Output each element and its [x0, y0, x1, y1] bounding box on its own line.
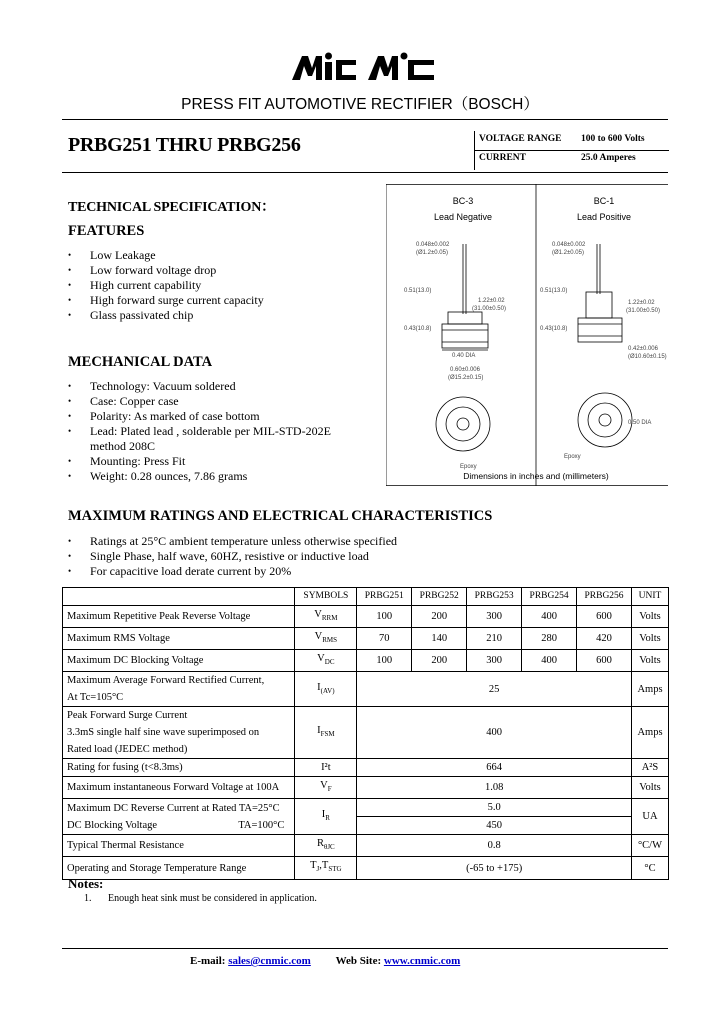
spec-value: 100 to 600 Volts [581, 134, 645, 144]
list-item: • Glass passivated chip [68, 308, 264, 323]
value-cell: 0.8 [357, 835, 632, 857]
list-item: • High current capability [68, 278, 264, 293]
symbol-cell [295, 606, 357, 628]
ratings-heading: MAXIMUM RATINGS AND ELECTRICAL CHARACTERISTICS [68, 508, 493, 524]
table-header-cell: UNIT [632, 588, 669, 606]
ratings-notes [68, 534, 397, 579]
param-cell [63, 799, 295, 835]
title-rule [62, 119, 668, 120]
dim-label: 0.43(10.8) [404, 326, 432, 332]
param-cell: Operating and Storage Temperature Range [63, 857, 295, 879]
table-row [63, 857, 669, 879]
param-line: 3.3mS single half sine wave superimposed on [67, 727, 260, 739]
dim-label: 0.40 DIA [452, 353, 476, 359]
param-cell: Maximum instantaneous Forward Voltage at 100A [63, 777, 295, 799]
table-row [63, 835, 669, 857]
bc3-subtitle: Lead Negative [433, 212, 493, 222]
note-item [84, 893, 317, 904]
param-cell: Maximum RMS Voltage [63, 628, 295, 650]
symbol: V [320, 780, 328, 792]
header-rule [62, 172, 668, 173]
features-heading: FEATURES [68, 223, 145, 239]
symbol-sub: STG [328, 865, 342, 874]
epoxy-label: Epoxy [460, 464, 477, 470]
footer-rule [62, 948, 668, 949]
list-item: • Ratings at 25°C ambient temperature unless otherwise specified [68, 534, 397, 549]
unit-cell: A²S [632, 759, 669, 777]
value-cell: 300 [467, 606, 522, 628]
unit-cell: UA [632, 799, 669, 835]
value-cell: 280 [522, 628, 577, 650]
bc1-side-view [578, 244, 622, 342]
symbol-sub: DC [324, 658, 335, 667]
value-cell: 664 [357, 759, 632, 777]
param-line: Maximum Average Forward Rectified Current, [67, 675, 265, 687]
param-line: Maximum DC Reverse Current at Rated TA=25°C [67, 802, 280, 814]
symbol: V [314, 631, 323, 643]
unit-cell: Volts [632, 606, 669, 628]
param-cell [63, 672, 295, 707]
value-cell: 450 [357, 817, 632, 835]
value-cell: 300 [467, 650, 522, 672]
features-list [68, 248, 264, 323]
package-outline-diagram [386, 184, 668, 486]
value-cell: 400 [522, 650, 577, 672]
value-cell: 400 [357, 707, 632, 759]
unit-cell: Amps [632, 672, 669, 707]
ratings-table [62, 587, 669, 880]
dim-label: (31.00±0.50) [472, 306, 506, 312]
param-text: DC Blocking Voltage [67, 819, 158, 831]
unit-cell: °C [632, 857, 669, 879]
table-row [63, 707, 669, 759]
list-item: • Lead: Plated lead , solderable per MIL-STD-202E [68, 424, 331, 439]
symbol: R [316, 838, 324, 850]
dim-label: 0.60±0.006 [450, 367, 480, 373]
value-cell: 140 [412, 628, 467, 650]
symbol-sub: FSM [320, 730, 335, 739]
param-cell: Typical Thermal Resistance [63, 835, 295, 857]
list-item: • Low Leakage [68, 248, 264, 263]
table-row [63, 672, 669, 707]
dim-label: (Ø10.60±0.15) [628, 354, 667, 360]
param-line: Peak Forward Surge Current [67, 710, 188, 722]
unit-cell: °C/W [632, 835, 669, 857]
website-link[interactable]: www.cnmic.com [383, 955, 461, 967]
symbol-cell [295, 707, 357, 759]
mechanical-list [68, 379, 331, 484]
bc1-title: BC-1 [593, 196, 615, 206]
symbol-sub: R [325, 814, 330, 823]
table-header-cell: PRBG253 [467, 588, 522, 606]
param-line: Rated load (JEDEC method) [67, 744, 188, 756]
table-header-cell: PRBG256 [577, 588, 632, 606]
symbol-sub: (AV) [320, 686, 335, 695]
symbol-sub: J [316, 865, 320, 874]
list-item: • Single Phase, half wave, 60HZ, resistive or inductive load [68, 549, 397, 564]
list-item: • For capacitive load derate current by 20% [68, 564, 397, 579]
document-title: PRESS FIT AUTOMOTIVE RECTIFIER（BOSCH） [181, 96, 539, 113]
symbol-cell [295, 857, 357, 879]
list-item: • Case: Copper case [68, 394, 331, 409]
table-header-cell: PRBG251 [357, 588, 412, 606]
email-link[interactable]: sales@cnmic.com [228, 955, 311, 967]
value-cell: 1.08 [357, 777, 632, 799]
list-item: • Mounting: Press Fit [68, 454, 331, 469]
email-label: E-mail: [190, 955, 226, 967]
unit-cell: Volts [632, 777, 669, 799]
footer [190, 955, 460, 967]
table-row [63, 777, 669, 799]
table-row [63, 759, 669, 777]
value-cell: 210 [467, 628, 522, 650]
symbol-cell [295, 628, 357, 650]
param-cell: Rating for fusing (t<8.3ms) [63, 759, 295, 777]
dim-label: 0.048±0.002 [416, 242, 450, 248]
dim-label: 0.51(13.0) [404, 288, 432, 294]
symbol-cell [295, 650, 357, 672]
dim-label: 0.51(13.0) [540, 288, 568, 294]
spec-label: CURRENT [479, 153, 526, 163]
bc1-subtitle: Lead Positive [576, 212, 632, 222]
dim-label: 0.43(10.8) [540, 326, 568, 332]
dim-label: 0.42±0.006 [628, 346, 658, 352]
value-cell: 100 [357, 650, 412, 672]
value-cell: 400 [522, 606, 577, 628]
table-row [63, 650, 669, 672]
value-cell: 200 [412, 606, 467, 628]
unit-cell: Amps [632, 707, 669, 759]
list-item: • Polarity: As marked of case bottom [68, 409, 331, 424]
symbol: T [310, 860, 317, 872]
list-item: • High forward surge current capacity [68, 293, 264, 308]
tech-spec-heading: TECHNICAL SPECIFICATION： [68, 200, 275, 215]
symbol-sub: θJC [323, 843, 335, 852]
spec-label: VOLTAGE RANGE [479, 134, 562, 144]
table-header-cell [63, 588, 295, 606]
table-header-cell: SYMBOLS [295, 588, 357, 606]
symbol: V [317, 653, 325, 665]
dim-label: (Ø1.2±0.05) [552, 250, 584, 256]
company-logo [290, 50, 440, 84]
value-cell: 600 [577, 650, 632, 672]
unit-cell: Volts [632, 650, 669, 672]
symbol-sub: RMS [322, 636, 338, 645]
symbol-cell [295, 799, 357, 835]
symbol: I [317, 725, 321, 737]
param-line: At Tc=105°C [67, 692, 124, 704]
list-item: • Weight: 0.28 ounces, 7.86 grams [68, 469, 331, 484]
param-cell: Maximum DC Blocking Voltage [63, 650, 295, 672]
list-item: method 208C [90, 439, 155, 453]
value-cell: 420 [577, 628, 632, 650]
symbol-cell [295, 777, 357, 799]
symbol-cell [295, 835, 357, 857]
dim-label: 1.22±0.02 [628, 300, 655, 306]
value-cell: 600 [577, 606, 632, 628]
note-text: Enough heat sink must be considered in application. [108, 893, 317, 904]
spec-box [474, 131, 669, 170]
param-cell [63, 707, 295, 759]
table-row [63, 628, 669, 650]
param-text: TA=100°C [238, 819, 285, 831]
symbol: I [317, 681, 321, 693]
table-row [63, 799, 669, 817]
param-line [67, 817, 290, 834]
dim-label: (31.00±0.50) [626, 308, 660, 314]
list-item: • Technology: Vacuum soldered [68, 379, 331, 394]
value-cell: 70 [357, 628, 412, 650]
value-cell: (-65 to +175) [357, 857, 632, 879]
bc3-title: BC-3 [452, 196, 474, 206]
symbol: V [314, 609, 322, 620]
dim-label: 0.048±0.002 [552, 242, 586, 248]
table-header-row [63, 588, 669, 606]
spec-voltage [475, 131, 669, 151]
bc1-bottom-view [578, 393, 632, 447]
dim-label: (Ø1.2±0.05) [416, 250, 448, 256]
dim-label: 1.22±0.02 [478, 298, 505, 304]
epoxy-label: Epoxy [564, 454, 581, 460]
symbol: I [321, 809, 326, 821]
spec-current [475, 150, 669, 169]
bc3-bottom-view [436, 397, 490, 451]
dim-label: 0.50 DIA [628, 420, 652, 426]
value-cell: 25 [357, 672, 632, 707]
value-cell: 5.0 [357, 799, 632, 817]
table-header-cell: PRBG252 [412, 588, 467, 606]
symbol-cell [295, 672, 357, 707]
value-cell: 100 [357, 606, 412, 628]
mechanical-heading: MECHANICAL DATA [68, 354, 213, 370]
symbol-cell: I²t [295, 759, 357, 777]
spec-value: 25.0 Amperes [581, 153, 636, 163]
diagram-caption: Dimensions in inches and (millimeters) [463, 471, 609, 481]
list-item: • Low forward voltage drop [68, 263, 264, 278]
dim-label: (Ø15.2±0.15) [448, 375, 484, 381]
unit-cell: Volts [632, 628, 669, 650]
notes-heading: Notes: [68, 876, 104, 891]
symbol-sub: F [327, 785, 332, 794]
website-label: Web Site: [335, 955, 382, 967]
symbol: ,T [319, 860, 329, 872]
table-row [63, 606, 669, 628]
note-number: 1. [84, 893, 92, 904]
value-cell: 200 [412, 650, 467, 672]
symbol-sub: RRM [321, 614, 338, 623]
table-header-cell: PRBG254 [522, 588, 577, 606]
param-cell: Maximum Repetitive Peak Reverse Voltage [63, 606, 295, 628]
bc3-side-view [442, 244, 488, 350]
part-number: PRBG251 THRU PRBG256 [68, 134, 301, 156]
